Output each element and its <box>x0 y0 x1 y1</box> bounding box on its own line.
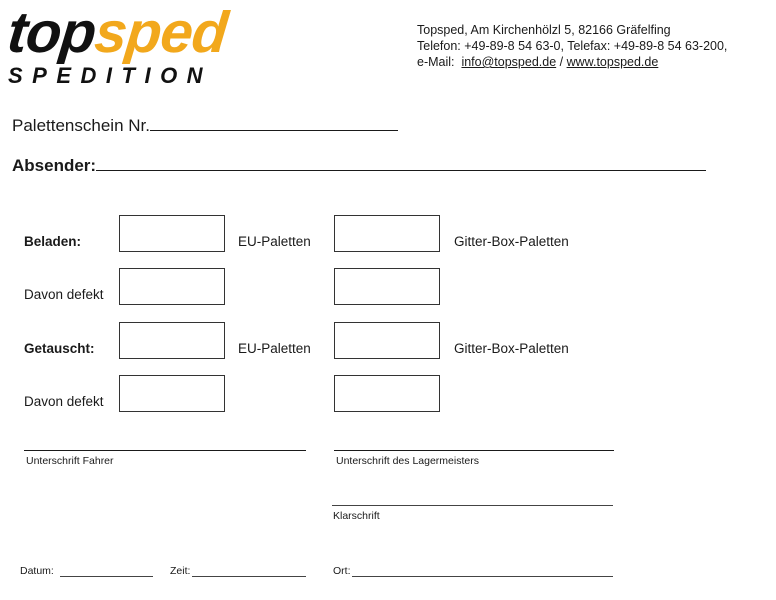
logo-text-sped: sped <box>91 0 231 65</box>
absender-label: Absender: <box>12 156 97 175</box>
company-address <box>417 22 727 70</box>
absender-field[interactable] <box>96 154 706 171</box>
palettenschein-row <box>12 114 398 136</box>
beladen-defekt-label: Davon defekt <box>24 287 104 302</box>
fahrer-signature-line[interactable] <box>24 450 306 451</box>
email-link[interactable]: info@topsped.de <box>461 55 557 69</box>
beladen-defekt-eu-box[interactable] <box>119 268 225 305</box>
klarschrift-label: Klarschrift <box>333 510 380 522</box>
getauscht-eu-box[interactable] <box>119 322 225 359</box>
logo-subtitle: SPEDITION <box>8 63 213 88</box>
beladen-eu-label: EU-Paletten <box>238 234 311 249</box>
datum-label: Datum: <box>20 565 54 577</box>
beladen-defekt-gitter-box[interactable] <box>334 268 440 305</box>
getauscht-defekt-eu-box[interactable] <box>119 375 225 412</box>
address-separator: / <box>556 55 567 69</box>
website-link[interactable]: www.topsped.de <box>566 55 659 69</box>
lagermeister-signature-line[interactable] <box>334 450 614 451</box>
beladen-gitter-box[interactable] <box>334 215 440 252</box>
getauscht-gitter-label: Gitter-Box-Paletten <box>454 341 569 356</box>
beladen-eu-box[interactable] <box>119 215 225 252</box>
datum-field[interactable] <box>60 576 153 577</box>
email-prefix: e-Mail: <box>417 55 462 69</box>
palettenschein-number-field[interactable] <box>150 114 398 131</box>
getauscht-label: Getauscht: <box>24 341 95 356</box>
fahrer-signature-label: Unterschrift Fahrer <box>26 455 114 467</box>
lagermeister-signature-label: Unterschrift des Lagermeisters <box>336 455 479 467</box>
ort-label: Ort: <box>333 565 351 577</box>
address-line-2: Telefon: +49-89-8 54 63-0, Telefax: +49-89-8 54 63-200, <box>417 39 728 53</box>
logo-text-top: top <box>4 0 99 65</box>
getauscht-eu-label: EU-Paletten <box>238 341 311 356</box>
klarschrift-line[interactable] <box>332 505 613 506</box>
getauscht-defekt-gitter-box[interactable] <box>334 375 440 412</box>
beladen-label: Beladen: <box>24 234 82 249</box>
beladen-gitter-label: Gitter-Box-Paletten <box>454 234 569 249</box>
address-line-1: Topsped, Am Kirchenhölzl 5, 82166 Gräfelfing <box>417 23 671 37</box>
getauscht-defekt-label: Davon defekt <box>24 394 104 409</box>
getauscht-gitter-box[interactable] <box>334 322 440 359</box>
zeit-label: Zeit: <box>170 565 191 577</box>
ort-field[interactable] <box>352 576 613 577</box>
palettenschein-label: Palettenschein Nr. <box>12 116 150 135</box>
address-line-3 <box>417 54 727 70</box>
absender-row <box>12 154 706 176</box>
zeit-field[interactable] <box>192 576 306 577</box>
company-logo <box>5 2 230 64</box>
